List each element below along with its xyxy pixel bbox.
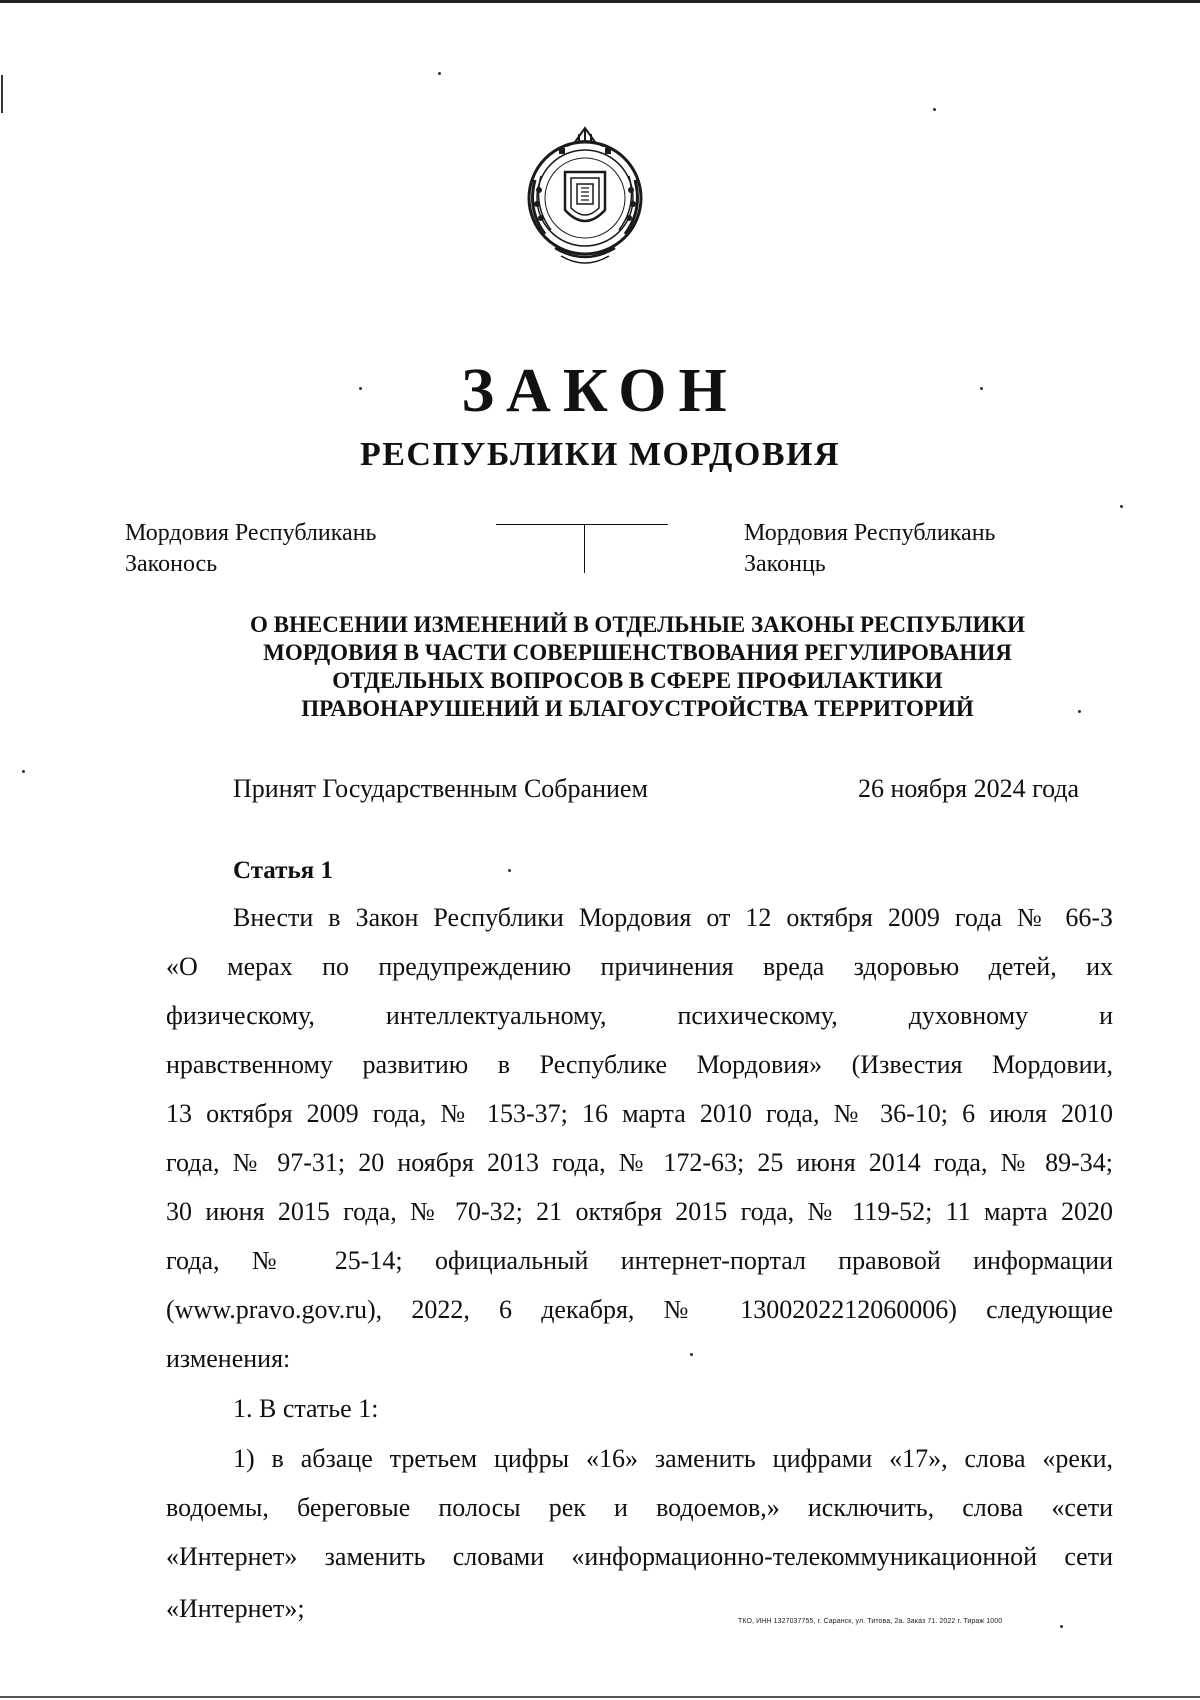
scan-speck: [1060, 1625, 1063, 1628]
body-line: 1) в абзаце третьем цифры «16» заменить цифрами «17», слова «реки,: [233, 1444, 1113, 1473]
body-line: «Интернет»;: [166, 1594, 305, 1623]
scan-speck: [1120, 505, 1123, 508]
law-heading: [150, 611, 1125, 723]
body-line: (www.pravo.gov.ru), 2022, 6 декабря, № 1300202212060006) следующие: [166, 1295, 1113, 1324]
article-title: Статья 1: [233, 857, 333, 884]
body-line: изменения:: [166, 1344, 291, 1373]
scan-speck: [22, 770, 25, 773]
name-right-line-2: Законць: [744, 551, 826, 577]
body-line: 13 октября 2009 года, № 153-37; 16 марта 2010 года, № 36-10; 6 июля 2010: [166, 1099, 1113, 1128]
coat-of-arms-emblem: [515, 120, 655, 270]
body-line: 1. В статье 1:: [233, 1394, 379, 1423]
bottom-border-line: [0, 1696, 1200, 1698]
scan-speck: [508, 869, 511, 872]
name-right-block: [744, 518, 995, 580]
body-line: водоемы, береговые полосы рек и водоемов,» исключить, слова «сети: [166, 1493, 1113, 1522]
heading-line: О ВНЕСЕНИИ ИЗМЕНЕНИЙ В ОТДЕЛЬНЫЕ ЗАКОНЫ РЕСПУБЛИКИ: [250, 612, 1025, 637]
scan-speck: [933, 108, 936, 111]
body-line: 30 июня 2015 года, № 70-32; 21 октября 2015 года, № 119-52; 11 марта 2020: [166, 1197, 1113, 1226]
name-left-line-1: Мордовия Республикань: [125, 520, 377, 546]
body-line: «О мерах по предупреждению причинения вреда здоровью детей, их: [166, 952, 1113, 981]
body-line: года, № 97-31; 20 ноября 2013 года, № 172-63; 25 июня 2014 года, № 89-34;: [166, 1148, 1113, 1177]
law-title: ЗАКОН: [461, 357, 739, 425]
scan-speck: [980, 387, 983, 390]
body-line: года, № 25-14; официальный интернет-портал правовой информации: [166, 1246, 1113, 1275]
body-line: нравственному развитию в Республике Мордовия» (Известия Мордовии,: [166, 1050, 1113, 1079]
adopted-date: 26 ноября 2024 года: [858, 774, 1080, 803]
heading-line: МОРДОВИЯ В ЧАСТИ СОВЕРШЕНСТВОВАНИЯ РЕГУЛИРОВАНИЯ: [263, 640, 1012, 665]
name-left-line-2: Законось: [125, 551, 218, 577]
name-left-block: [125, 518, 376, 580]
heading-line: ОТДЕЛЬНЫХ ВОПРОСОВ В СФЕРЕ ПРОФИЛАКТИКИ: [332, 668, 943, 693]
body-line: Внести в Закон Республики Мордовия от 12 октября 2009 года № 66-З: [233, 903, 1113, 932]
scan-speck: [359, 387, 362, 390]
scan-speck: [438, 72, 441, 75]
top-border-line: [0, 0, 1200, 3]
scan-speck: [690, 1353, 693, 1356]
adopted-by: Принят Государственным Собранием: [233, 774, 648, 803]
number-field-line: [496, 524, 668, 525]
number-field-divider: [584, 525, 585, 573]
law-subtitle: РЕСПУБЛИКИ МОРДОВИЯ: [359, 436, 841, 473]
body-line: физическому, интеллектуальному, психическому, духовному и: [166, 1001, 1113, 1030]
print-footer-note: ТКО, ИНН 1327037755, г. Саранск, ул. Титова, 2а. Заказ 71. 2022 г. Тираж 1000: [738, 1618, 1003, 1625]
heading-line: ПРАВОНАРУШЕНИЙ И БЛАГОУСТРОЙСТВА ТЕРРИТОРИЙ: [301, 696, 974, 721]
left-edge-mark: [1, 75, 3, 113]
scan-speck: [1078, 710, 1081, 713]
name-right-line-1: Мордовия Республикань: [744, 520, 996, 546]
body-line: «Интернет» заменить словами «информационно-телекоммуникационной сети: [166, 1542, 1113, 1571]
